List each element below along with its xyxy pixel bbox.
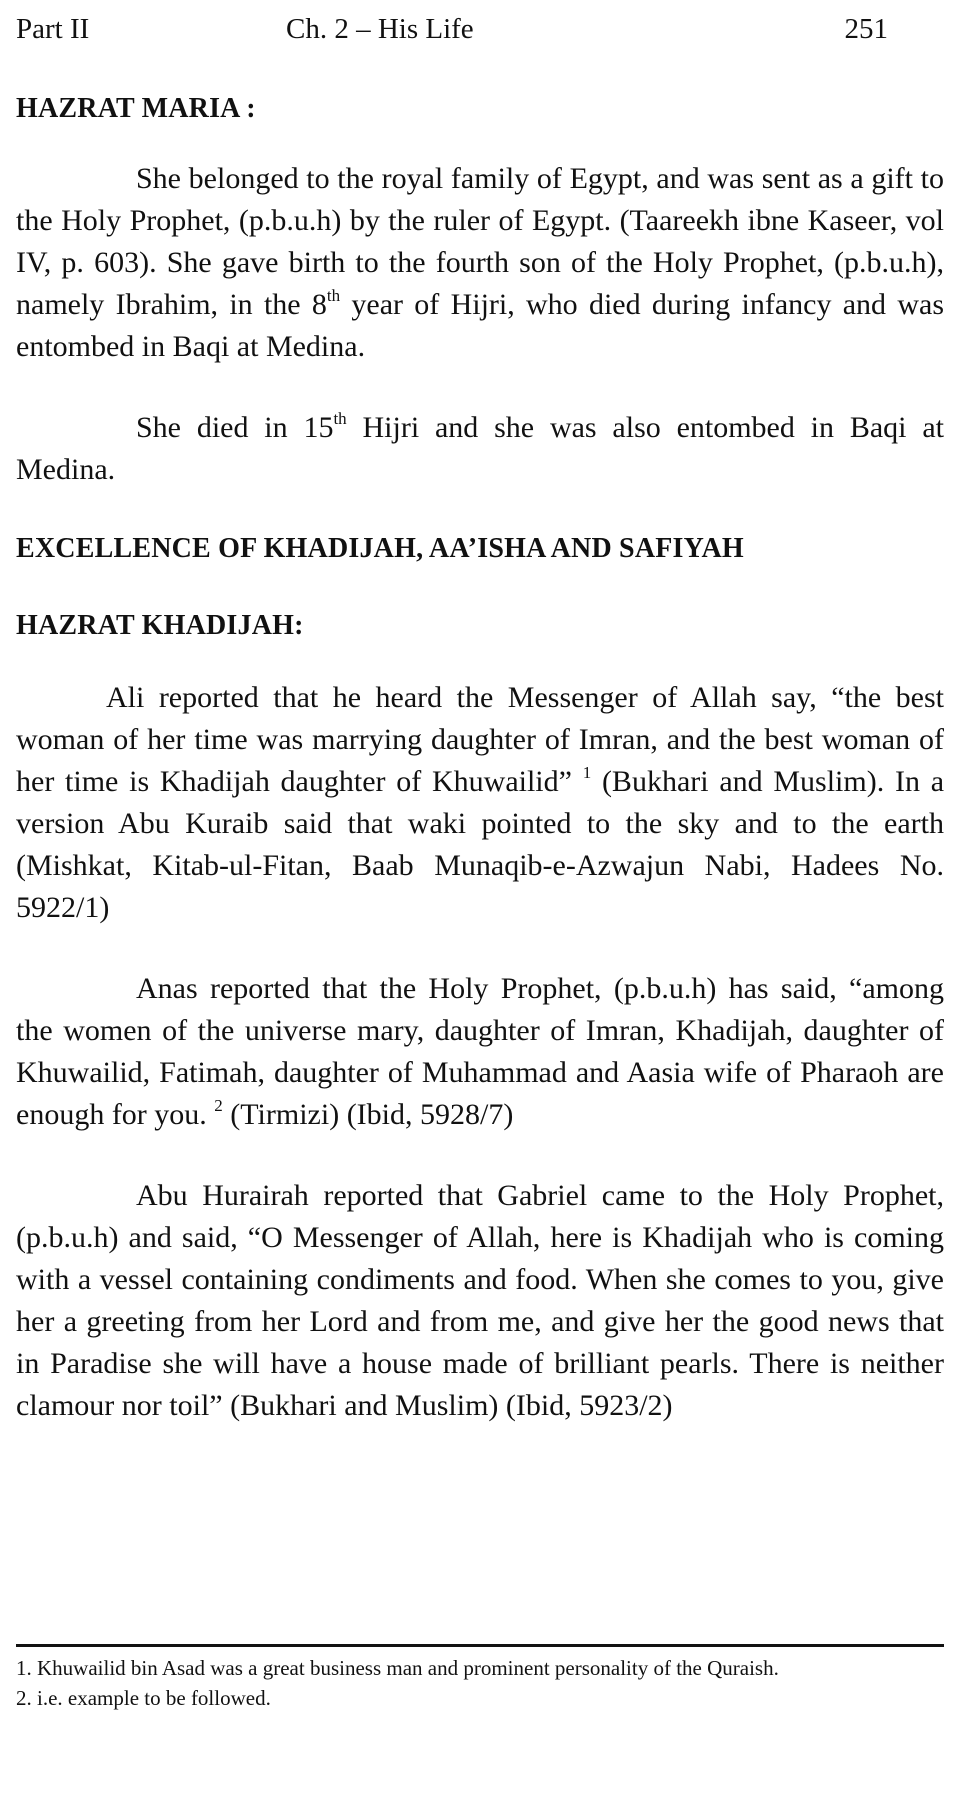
text-run: She died in 15 bbox=[136, 411, 334, 444]
superscript: th bbox=[326, 286, 341, 305]
page-number: 251 bbox=[844, 13, 888, 45]
text-run: She belonged to the royal family of Egypt, and was sent as a gift to the Holy Prophet, (p.b.u.h) by the ruler of Egypt. (Taareekh ibne Kaseer, vol IV, p. 603). She gave birth to the fourth son of the Holy Prophet, (p.b.u.h), namely Ibrahim, in the 8 bbox=[16, 162, 944, 321]
text-run: year of Hijri, who died during infancy and was entombed in Baqi at Medina. bbox=[16, 288, 944, 363]
running-header bbox=[16, 0, 944, 54]
header-chapter: Ch. 2 – His Life bbox=[286, 13, 474, 45]
paragraph-khadijah-3: Abu Hurairah reported that Gabriel came to the Holy Prophet, (p.b.u.h) and said, “O Messenger of Allah, here is Khadijah who is coming with a vessel containing condiments and food. When she comes to you, give her a greeting from her Lord and from me, and give her the good news that in Paradise she will have a house made of brilliant pearls. There is neither clamour nor toil” (Bukhari and Muslim) (Ibid, 5923/2) bbox=[16, 1179, 944, 1422]
footnote-ref-2[interactable]: 2 bbox=[214, 1096, 223, 1115]
book-page bbox=[16, 0, 944, 1796]
paragraph-khadijah-2 bbox=[16, 968, 944, 1136]
text-run: Anas reported that the Holy Prophet, (p.b.u.h) has said, “among the women of the universe mary, daughter of Imran, Khadijah, daughter of Khuwailid, Fatimah, daughter of Muhammad and Aasia wife of Pharaoh are enough for you. bbox=[16, 972, 944, 1131]
heading-hazrat-khadijah: HAZRAT KHADIJAH: bbox=[16, 610, 304, 641]
footnote-ref-1[interactable]: 1 bbox=[582, 763, 592, 782]
text-run: (Bukhari and Muslim). In a version Abu Kuraib said that waki pointed to the sky and to the earth (Mishkat, Kitab-ul-Fitan, Baab Munaqib-e-Azwajun Nabi, Hadees No. 5922/1) bbox=[16, 765, 945, 924]
paragraph-maria-2 bbox=[16, 407, 944, 491]
text-run: (Tirmizi) (Ibid, 5928/7) bbox=[222, 1098, 514, 1131]
heading-hazrat-maria: HAZRAT MARIA : bbox=[16, 93, 256, 124]
footnote-2: 2. i.e. example to be followed. bbox=[16, 1686, 271, 1710]
footnotes bbox=[16, 1653, 944, 1713]
text-run: Ali reported that he heard the Messenger of Allah say, “the best woman of her time was marrying daughter of Imran, and the best woman of her time is Khadijah daughter of Khuwailid” bbox=[16, 681, 944, 798]
paragraph-khadijah-1 bbox=[16, 677, 944, 929]
superscript: th bbox=[333, 409, 347, 428]
heading-excellence: EXCELLENCE OF KHADIJAH, AA’ISHA AND SAFIYAH bbox=[16, 533, 744, 564]
paragraph-maria-1 bbox=[16, 158, 944, 368]
text-run: Hijri and she was also entombed in Baqi at Medina. bbox=[16, 411, 944, 486]
header-part: Part II bbox=[16, 13, 90, 45]
footnote-1: 1. Khuwailid bin Asad was a great business man and prominent personality of the Quraish. bbox=[16, 1656, 779, 1680]
footnote-divider bbox=[16, 1644, 944, 1647]
